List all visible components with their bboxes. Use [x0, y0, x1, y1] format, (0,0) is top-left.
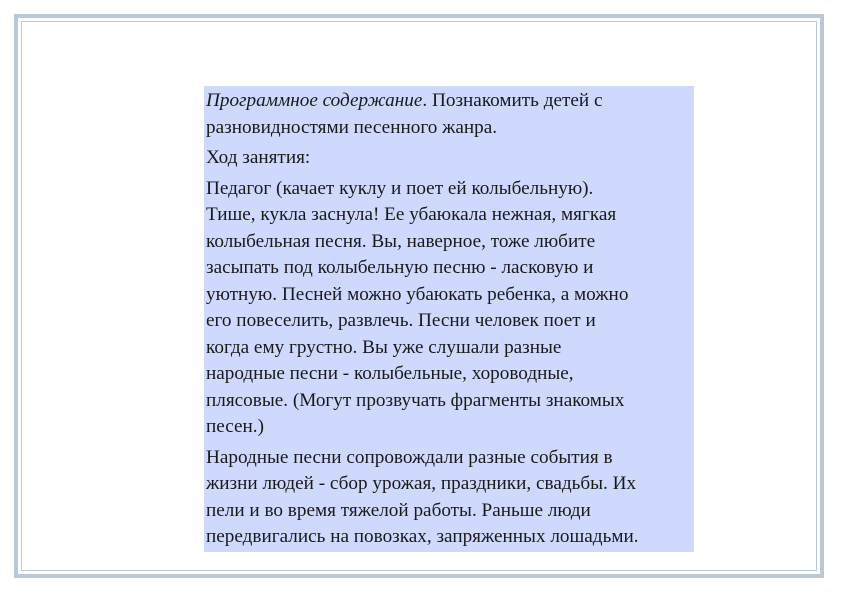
- text-line: колыбельная песня. Вы, наверное, тоже любите: [206, 230, 596, 252]
- text-line: уютную. Песней можно убаюкать ребенка, а можно: [206, 283, 629, 305]
- paragraph-lesson-progress-heading: [206, 145, 694, 172]
- text-line: его повеселить, развлечь. Песни человек поет и: [206, 310, 596, 331]
- text-line: Народные песни сопровождали разные события в: [206, 446, 613, 468]
- paragraph-folk-songs: [206, 445, 694, 551]
- text-line: [206, 88, 694, 115]
- text-line: разновидностями песенного жанра.: [206, 116, 498, 138]
- text-line: жизни людей - сбор урожая, праздники, свадьбы. Их: [206, 473, 637, 494]
- text-line: Ход занятия:: [206, 147, 311, 168]
- text-line: народные песни - колыбельные, хороводные,: [206, 363, 574, 384]
- text-line: когда ему грустно. Вы уже слушали разные: [206, 336, 562, 358]
- text-line: засыпать под колыбельную песню - ласковую и: [206, 257, 594, 278]
- program-content-heading: Программное содержание: [206, 90, 423, 111]
- program-content-text: . Познакомить детей с: [422, 90, 603, 111]
- text-line: плясовые. (Могут прозвучать фрагменты знакомых: [206, 389, 625, 411]
- text-line: Тише, кукла заснула! Ее убаюкала нежная, мягкая: [206, 204, 617, 225]
- text-line: передвигались на повозках, запряженных лошадьми.: [206, 526, 639, 547]
- text-line: пели и во время тяжелой работы. Раньше люди: [206, 499, 591, 521]
- paragraph-teacher-lullaby: [206, 176, 694, 441]
- lesson-text-box: [204, 86, 694, 552]
- text-line: песен.): [206, 416, 264, 437]
- text-line: Педагог (качает куклу и поет ей колыбельную).: [206, 177, 594, 199]
- paragraph-program-content: [206, 88, 694, 141]
